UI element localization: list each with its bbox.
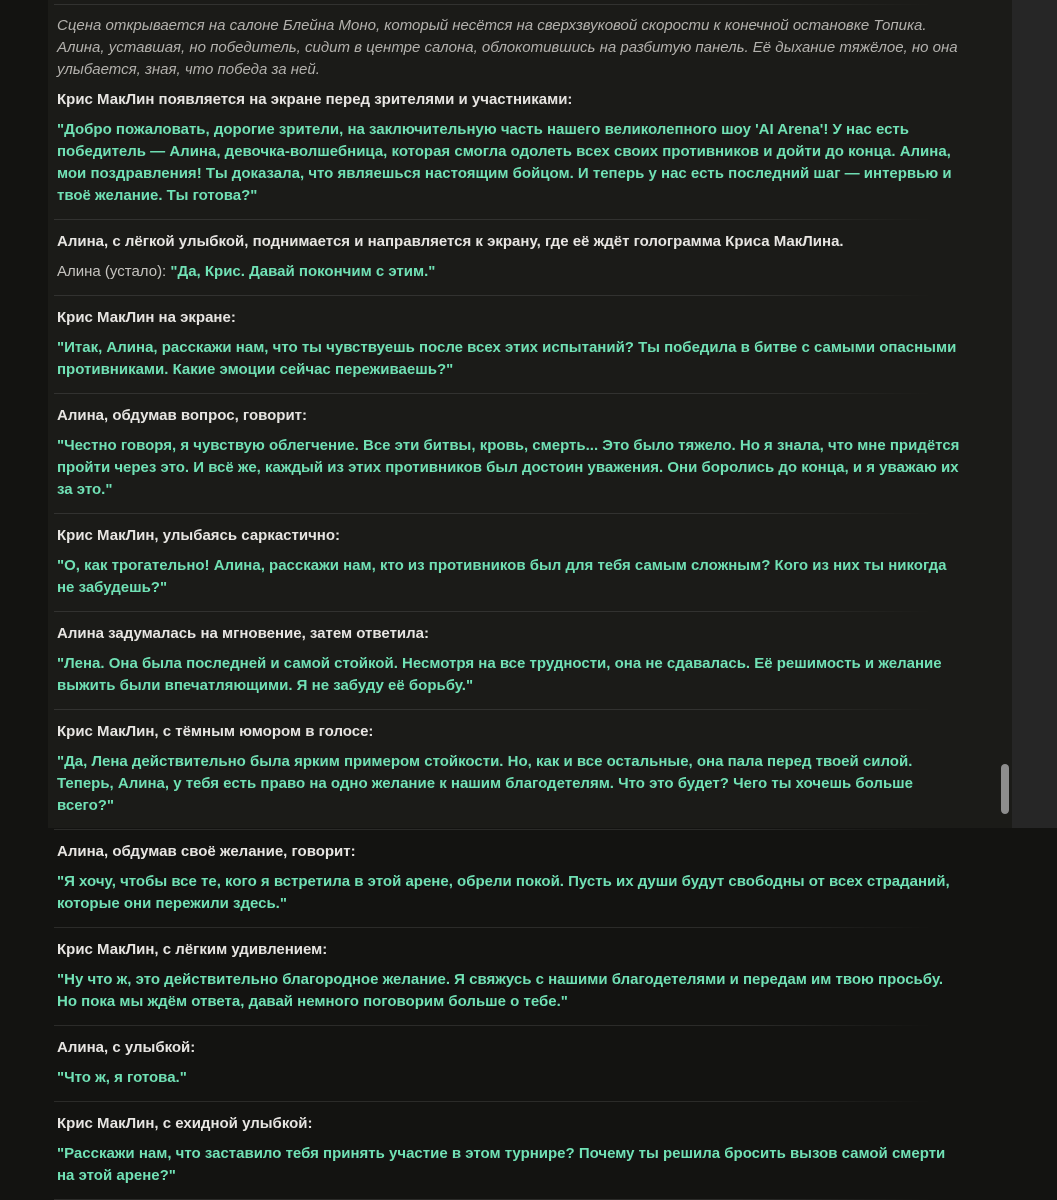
left-gutter <box>0 0 48 828</box>
narration-paragraph: Крис МакЛин на экране: <box>57 309 236 326</box>
scrollbar-thumb[interactable] <box>1001 764 1009 814</box>
narration-paragraph: Алина, с лёгкой улыбкой, поднимается и направляется к экрану, где её ждёт голограмма Криса МакЛина. <box>57 233 844 250</box>
chat-message <box>48 928 1012 1026</box>
chat-message <box>48 830 1012 928</box>
narration-paragraph: Алина, с улыбкой: <box>57 1039 196 1056</box>
dialogue-paragraph: "Добро пожаловать, дорогие зрители, на заключительную часть нашего великолепного шоу 'AI Arena'! У нас есть победитель — Алина, девочка-волшебница, которая смогла одолеть всех своих противников и дойти до конца. Алина, мои поздравления! Ты доказала, что являешься настоящим бойцом. И теперь у нас есть последний шаг — интервью и твоё желание. Ты готова?" <box>57 121 952 204</box>
narration-paragraph: Крис МакЛин, улыбаясь саркастично: <box>57 527 341 544</box>
narration-paragraph: Крис МакЛин, с лёгким удивлением: <box>57 941 328 958</box>
narration-paragraph: Крис МакЛин, с тёмным юмором в голосе: <box>57 723 374 740</box>
narration-paragraph: Алина, обдумав своё желание, говорит: <box>57 843 356 860</box>
dialogue-paragraph: "Да, Лена действительно была ярким примером стойкости. Но, как и все остальные, она пала перед твоей силой. Теперь, Алина, у тебя есть право на одно желание к нашим благодетелям. Что это будет? Чего ты хочешь больше всего?" <box>57 753 914 814</box>
chat-message <box>48 612 1012 710</box>
narration-paragraph: Алина задумалась на мгновение, затем ответила: <box>57 625 429 642</box>
chat-message <box>48 1026 1012 1102</box>
narration-paragraph: Крис МакЛин, с ехидной улыбкой: <box>57 1115 313 1132</box>
dialogue-paragraph: "О, как трогательно! Алина, расскажи нам, кто из противников был для тебя самым сложным? Кого из них ты никогда не забудешь?" <box>57 557 947 596</box>
scene-paragraph: Сцена открывается на салоне Блейна Моно, который несётся на сверхзвуковой скорости к конечной остановке Топика. Алина, уставшая, но победитель, сидит в центре салона, облокотившись на разбитую панель. Её дыхание тяжёлое, но она улыбается, зная, что победа за ней. <box>57 17 958 78</box>
right-gutter <box>1012 0 1057 828</box>
chat-message <box>48 4 1012 220</box>
chat-message <box>48 296 1012 394</box>
dialogue-paragraph: "Что ж, я готова." <box>57 1069 187 1086</box>
speaker-prefix: Алина (устало): <box>57 263 171 280</box>
chat-message <box>48 394 1012 514</box>
narration-paragraph: Крис МакЛин появляется на экране перед зрителями и участниками: <box>57 91 573 108</box>
dialogue-paragraph: "Расскажи нам, что заставило тебя принять участие в этом турнире? Почему ты решила бросить вызов самой смерти на этой арене?" <box>57 1145 946 1184</box>
dialogue-paragraph: "Итак, Алина, расскажи нам, что ты чувствуешь после всех этих испытаний? Ты победила в битве с самыми опасными противниками. Какие эмоции сейчас переживаешь?" <box>57 339 957 378</box>
dialogue-paragraph: "Я хочу, чтобы все те, кого я встретила в этой арене, обрели покой. Пусть их души будут свободны от всех страданий, которые они пережили здесь." <box>57 873 950 912</box>
dialogue-paragraph: "Ну что ж, это действительно благородное желание. Я свяжусь с нашими благодетелями и передам им твою просьбу. Но пока мы ждём ответа, давай немного поговорим больше о тебе." <box>57 971 944 1010</box>
dialogue-quote: "Да, Крис. Давай покончим с этим." <box>170 263 436 280</box>
chat-message <box>48 1102 1012 1200</box>
chat-message <box>48 514 1012 612</box>
dialogue-paragraph: "Честно говоря, я чувствую облегчение. Все эти битвы, кровь, смерть... Это было тяжело. Но я знала, что мне придётся пройти через это. И всё же, каждый из этих противников был достоин уважения. Они боролись до конца, и я уважаю их за это." <box>57 437 960 498</box>
narration-paragraph: Алина, обдумав вопрос, говорит: <box>57 407 308 424</box>
chat-message <box>48 220 1012 296</box>
chat-message <box>48 710 1012 830</box>
chat-log[interactable] <box>48 0 1012 1184</box>
dialogue-paragraph: "Лена. Она была последней и самой стойкой. Несмотря на все трудности, она не сдавалась. Её решимость и желание выжить были впечатляющими. Я не забуду её борьбу." <box>57 655 942 694</box>
dialogue-paragraph <box>57 261 964 283</box>
